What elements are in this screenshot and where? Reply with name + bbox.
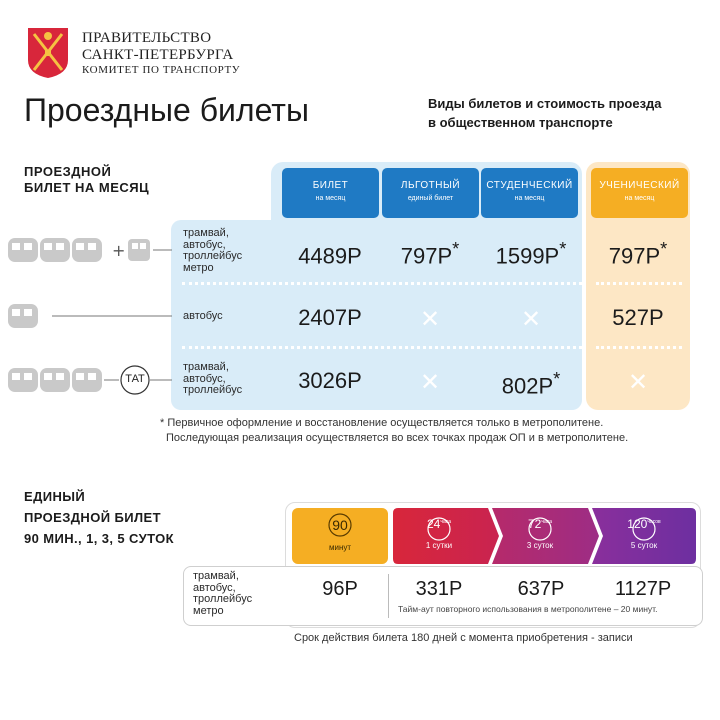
row-divider [182, 282, 582, 285]
row-divider [182, 346, 582, 349]
badge-5-days: $120^{часов}$ 5 суток [627, 517, 661, 550]
validity-note: Срок действия билета 180 дней с момента приобретения - записи [294, 632, 633, 644]
row1-modes: трамвай, автобус, троллейбус метро [183, 227, 243, 274]
page-title: Проездные билеты [24, 92, 309, 128]
org-committee: КОМИТЕТ ПО ТРАНСПОРТУ [82, 64, 241, 76]
not-available-icon: ✕ [520, 306, 542, 333]
badge-90-content: 90 минут [328, 517, 352, 552]
not-available-icon: ✕ [419, 369, 441, 396]
monthly-footnote: * Первичное оформление и восстановление осуществляется только в метрополитене. Последующая реализация осуществляется во всех точках продаж ОП и в метрополитене. [160, 417, 629, 444]
badge-3-days: $72^{часа}$ 3 суток [526, 517, 554, 550]
unified-price-5days: 1127Р [614, 578, 672, 600]
metro-timeout-note: Тайм-аут повторного использования в метрополитене – 20 минут. [398, 604, 658, 614]
org-name-line1: ПРАВИТЕЛЬСТВО [82, 30, 212, 46]
price-cell: 797Р* [400, 238, 460, 269]
row2-modes: автобус [183, 310, 223, 322]
col-header-standard: БИЛЕТ на месяц [282, 168, 379, 218]
not-available-icon: ✕ [419, 306, 441, 333]
page-subtitle: Виды билетов и стоимость проезда в общественном транспорте [428, 96, 662, 130]
unified-price-3days: 637Р [517, 578, 565, 600]
row-divider [596, 346, 682, 349]
price-cell: 527Р [612, 305, 664, 330]
not-available-icon: ✕ [627, 369, 649, 396]
badge-1-day: $24^{часа}$ 1 сутки [425, 517, 453, 550]
col-header-student: СТУДЕНЧЕСКИЙ на месяц [481, 168, 578, 218]
price-cell: 1599Р* [495, 238, 567, 269]
price-cell: 797Р* [608, 238, 668, 269]
tram-bus-trolley-metro-icon [8, 235, 173, 265]
spb-coat-of-arms-icon [26, 26, 70, 80]
row-divider [596, 282, 682, 285]
divider [388, 574, 389, 618]
price-cell: 4489Р [298, 243, 362, 269]
org-name-line2: САНКТ-ПЕТЕРБУРГА [82, 47, 234, 63]
unified-modes: трамвай, автобус, троллейбус метро [193, 570, 253, 617]
row3-modes: трамвай, автобус, троллейбус [183, 361, 243, 396]
unified-price-1day: 331Р [415, 578, 463, 600]
svg-text:+: + [112, 241, 126, 260]
col-header-pupil: УЧЕНИЧЕСКИЙ на месяц [591, 168, 688, 218]
unified-price-90min: 96Р [322, 578, 358, 600]
monthly-section-label: ПРОЕЗДНОЙ БИЛЕТ НА МЕСЯЦ [24, 164, 150, 195]
price-cell: 3026Р [298, 368, 362, 393]
price-cell: 802Р* [501, 368, 561, 399]
col-header-discount: ЛЬГОТНЫЙ единый билет [382, 168, 479, 218]
price-cell: 2407Р [298, 305, 362, 330]
tat-label: ТАТ [125, 373, 145, 385]
unified-section-label: ЕДИНЫЙ ПРОЕЗДНОЙ БИЛЕТ 90 МИН., 1, 3, 5 СУТОК [24, 489, 174, 546]
bus-icon [8, 301, 173, 331]
